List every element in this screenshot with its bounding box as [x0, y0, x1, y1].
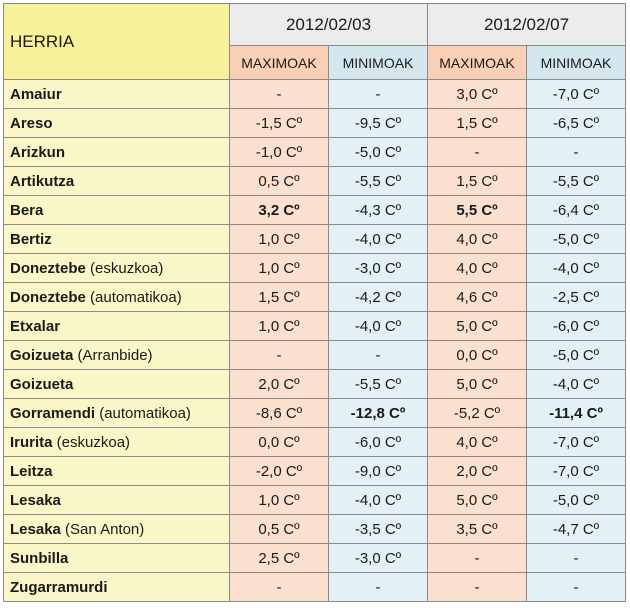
max-temp-cell: 1,0 Cº	[230, 486, 329, 515]
location-name-cell	[4, 428, 230, 457]
location-qualifier: (automatikoa)	[85, 288, 182, 306]
table-row	[4, 312, 626, 341]
min-temp-cell: -4,2 Cº	[329, 283, 428, 312]
location-name: Areso	[10, 114, 53, 132]
min-temp-cell: -4,0 Cº	[527, 370, 626, 399]
location-name: Bertiz	[10, 230, 52, 248]
temperature-table-container	[3, 3, 626, 602]
location-name-cell	[4, 573, 230, 602]
min-temp-cell: -2,5 Cº	[527, 283, 626, 312]
max-temp-cell: 0,5 Cº	[230, 167, 329, 196]
location-name-cell	[4, 312, 230, 341]
header-max-2: MAXIMOAK	[428, 46, 527, 80]
location-name: Amaiur	[10, 85, 62, 103]
location-name-cell	[4, 254, 230, 283]
min-temp-cell: -	[329, 573, 428, 602]
min-temp-cell: -11,4 Cº	[527, 399, 626, 428]
table-row	[4, 370, 626, 399]
location-name: Leitza	[10, 462, 53, 480]
max-temp-cell: 4,6 Cº	[428, 283, 527, 312]
min-temp-cell: -9,5 Cº	[329, 109, 428, 138]
min-temp-cell: -3,0 Cº	[329, 254, 428, 283]
location-name: Goizueta	[10, 346, 74, 364]
header-min-2: MINIMOAK	[527, 46, 626, 80]
min-temp-cell: -7,0 Cº	[527, 428, 626, 457]
min-temp-cell: -4,0 Cº	[329, 225, 428, 254]
min-temp-cell: -6,4 Cº	[527, 196, 626, 225]
temperature-table	[3, 3, 626, 602]
max-temp-cell: -	[428, 138, 527, 167]
location-qualifier: (San Anton)	[60, 520, 145, 538]
table-row	[4, 138, 626, 167]
max-temp-cell: 0,0 Cº	[428, 341, 527, 370]
table-row	[4, 457, 626, 486]
location-name-cell	[4, 283, 230, 312]
table-row	[4, 399, 626, 428]
max-temp-cell: 3,0 Cº	[428, 80, 527, 109]
max-temp-cell: 0,5 Cº	[230, 515, 329, 544]
location-name-cell	[4, 399, 230, 428]
table-body	[4, 80, 626, 602]
location-name: Bera	[10, 201, 44, 219]
location-name-cell	[4, 457, 230, 486]
location-name-cell	[4, 370, 230, 399]
max-temp-cell: 0,0 Cº	[230, 428, 329, 457]
location-name-cell	[4, 138, 230, 167]
min-temp-cell: -4,0 Cº	[527, 254, 626, 283]
table-row	[4, 428, 626, 457]
min-temp-cell: -4,7 Cº	[527, 515, 626, 544]
min-temp-cell: -5,5 Cº	[527, 167, 626, 196]
min-temp-cell: -4,0 Cº	[329, 312, 428, 341]
min-temp-cell: -5,0 Cº	[527, 225, 626, 254]
max-temp-cell: 1,5 Cº	[428, 167, 527, 196]
max-temp-cell: 4,0 Cº	[428, 254, 527, 283]
min-temp-cell: -5,5 Cº	[329, 370, 428, 399]
table-row	[4, 196, 626, 225]
table-row	[4, 341, 626, 370]
location-name: Doneztebe	[10, 259, 86, 277]
table-row	[4, 80, 626, 109]
location-name-cell	[4, 341, 230, 370]
max-temp-cell: 2,0 Cº	[428, 457, 527, 486]
location-name-cell	[4, 196, 230, 225]
header-max-1: MAXIMOAK	[230, 46, 329, 80]
min-temp-cell: -	[527, 573, 626, 602]
min-temp-cell: -5,5 Cº	[329, 167, 428, 196]
min-temp-cell: -	[329, 341, 428, 370]
max-temp-cell: -8,6 Cº	[230, 399, 329, 428]
min-temp-cell: -3,0 Cº	[329, 544, 428, 573]
max-temp-cell: 4,0 Cº	[428, 225, 527, 254]
max-temp-cell: 1,0 Cº	[230, 312, 329, 341]
min-temp-cell: -	[329, 80, 428, 109]
max-temp-cell: 4,0 Cº	[428, 428, 527, 457]
max-temp-cell: -	[428, 544, 527, 573]
location-name: Lesaka	[10, 491, 61, 509]
max-temp-cell: 2,0 Cº	[230, 370, 329, 399]
table-row	[4, 486, 626, 515]
max-temp-cell: 5,0 Cº	[428, 312, 527, 341]
location-name-cell	[4, 515, 230, 544]
max-temp-cell: 1,0 Cº	[230, 254, 329, 283]
max-temp-cell: 3,5 Cº	[428, 515, 527, 544]
max-temp-cell: 1,0 Cº	[230, 225, 329, 254]
max-temp-cell: -	[230, 573, 329, 602]
min-temp-cell: -	[527, 544, 626, 573]
min-temp-cell: -6,5 Cº	[527, 109, 626, 138]
location-name-cell	[4, 225, 230, 254]
location-qualifier: (Arranbide)	[73, 346, 153, 364]
location-name-cell	[4, 80, 230, 109]
table-row	[4, 225, 626, 254]
location-name: Sunbilla	[10, 549, 69, 567]
location-name: Etxalar	[10, 317, 61, 335]
location-name: Zugarramurdi	[10, 578, 108, 596]
location-name-cell	[4, 544, 230, 573]
min-temp-cell: -3,5 Cº	[329, 515, 428, 544]
table-row	[4, 109, 626, 138]
min-temp-cell: -4,3 Cº	[329, 196, 428, 225]
location-name: Goizueta	[10, 375, 74, 393]
max-temp-cell: -1,0 Cº	[230, 138, 329, 167]
max-temp-cell: -1,5 Cº	[230, 109, 329, 138]
location-name-cell	[4, 486, 230, 515]
location-name: Lesaka	[10, 520, 61, 538]
header-herria: HERRIA	[4, 4, 230, 80]
max-temp-cell: -2,0 Cº	[230, 457, 329, 486]
location-name-cell	[4, 167, 230, 196]
max-temp-cell: -	[230, 80, 329, 109]
location-qualifier: (eskuzkoa)	[85, 259, 164, 277]
header-date-2: 2012/02/07	[428, 4, 626, 46]
max-temp-cell: 3,2 Cº	[230, 196, 329, 225]
table-row	[4, 515, 626, 544]
location-name: Arizkun	[10, 143, 66, 161]
location-qualifier: (automatikoa)	[95, 404, 191, 422]
min-temp-cell: -7,0 Cº	[527, 457, 626, 486]
table-row	[4, 544, 626, 573]
min-temp-cell: -4,0 Cº	[329, 486, 428, 515]
max-temp-cell: -5,2 Cº	[428, 399, 527, 428]
max-temp-cell: 2,5 Cº	[230, 544, 329, 573]
max-temp-cell: 1,5 Cº	[230, 283, 329, 312]
min-temp-cell: -7,0 Cº	[527, 80, 626, 109]
min-temp-cell: -5,0 Cº	[527, 486, 626, 515]
min-temp-cell: -5,0 Cº	[527, 341, 626, 370]
table-row	[4, 254, 626, 283]
max-temp-cell: -	[230, 341, 329, 370]
max-temp-cell: 5,5 Cº	[428, 196, 527, 225]
header-min-1: MINIMOAK	[329, 46, 428, 80]
min-temp-cell: -12,8 Cº	[329, 399, 428, 428]
min-temp-cell: -6,0 Cº	[329, 428, 428, 457]
location-name: Doneztebe	[10, 288, 86, 306]
min-temp-cell: -	[527, 138, 626, 167]
table-row	[4, 573, 626, 602]
location-name: Artikutza	[10, 172, 75, 190]
max-temp-cell: -	[428, 573, 527, 602]
min-temp-cell: -6,0 Cº	[527, 312, 626, 341]
max-temp-cell: 5,0 Cº	[428, 370, 527, 399]
location-name: Irurita	[10, 433, 53, 451]
min-temp-cell: -5,0 Cº	[329, 138, 428, 167]
min-temp-cell: -9,0 Cº	[329, 457, 428, 486]
header-date-1: 2012/02/03	[230, 4, 428, 46]
max-temp-cell: 5,0 Cº	[428, 486, 527, 515]
location-name-cell	[4, 109, 230, 138]
table-row	[4, 167, 626, 196]
table-row	[4, 283, 626, 312]
location-name: Gorramendi	[10, 404, 96, 422]
max-temp-cell: 1,5 Cº	[428, 109, 527, 138]
location-qualifier: (eskuzkoa)	[52, 433, 131, 451]
